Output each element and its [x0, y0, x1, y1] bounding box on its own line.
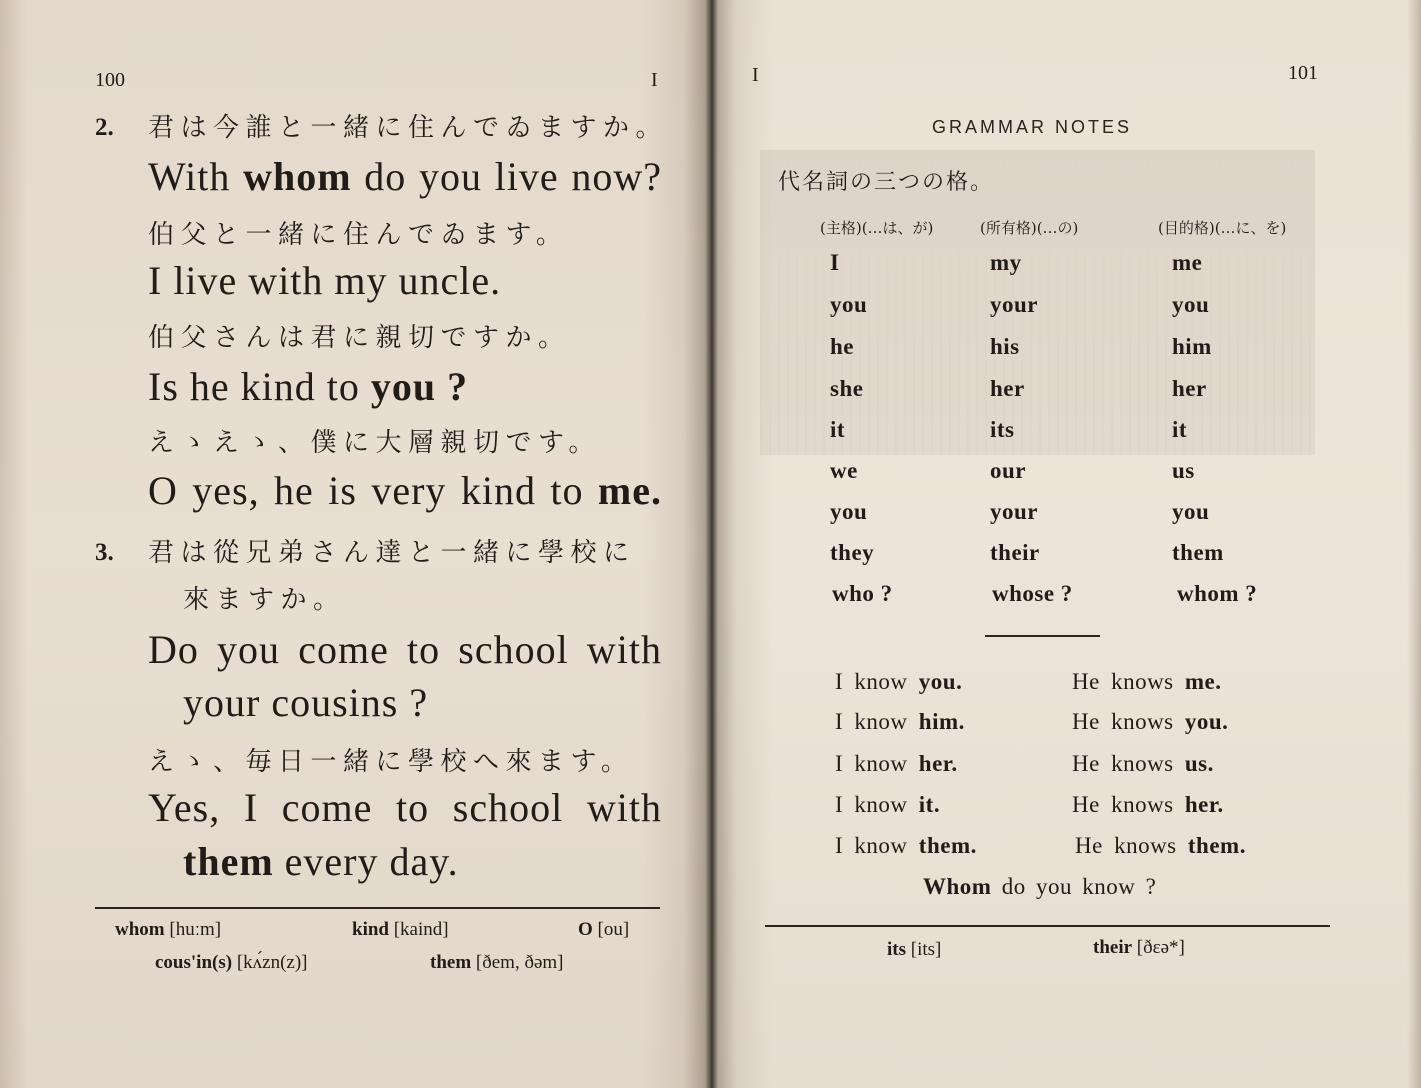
chapter-mark: I — [752, 64, 759, 86]
example-left — [835, 750, 1072, 778]
possessive: its — [990, 417, 1015, 442]
vocab-pronunciation: [huːm] — [169, 919, 222, 940]
bold-word: it. — [918, 792, 941, 817]
objective: you — [1172, 499, 1210, 524]
possessive-header: (所有格)(…の) — [980, 219, 1079, 237]
japanese-line: えゝ、毎日一緒に學校へ來ます。 — [148, 747, 634, 777]
possessive: their — [990, 540, 1040, 565]
vocab-word: O — [578, 919, 593, 940]
bold-word: Whom — [923, 874, 992, 899]
vocab-entry — [352, 919, 449, 941]
bold-word: you ? — [370, 364, 469, 409]
japanese-line: 君は今誰と一緒に住んでゐますか。 — [148, 113, 669, 143]
vocab-entry — [430, 952, 563, 974]
objective: me — [1172, 250, 1203, 275]
vocab-entry — [1093, 937, 1185, 959]
vocab-word: their — [1093, 937, 1133, 958]
objective-header: (目的格)(…に、を) — [1158, 219, 1287, 237]
vocab-entry — [578, 919, 629, 941]
footnote-rule — [765, 925, 1330, 927]
nominative: they — [830, 540, 875, 565]
example-right — [1072, 791, 1224, 819]
bold-word: her. — [918, 751, 958, 776]
vocab-word: them — [430, 952, 472, 973]
line-text: He knows — [1072, 792, 1185, 817]
japanese-line: 來ますか。 — [183, 585, 346, 615]
nominative: who ? — [832, 581, 893, 606]
pronoun-row — [830, 457, 1195, 485]
line-text: Is he kind to — [148, 364, 371, 409]
objective: us — [1172, 458, 1195, 483]
english-line — [148, 363, 468, 411]
pronoun-row — [830, 416, 1187, 444]
bold-word: whom — [243, 154, 352, 199]
pronoun-row — [830, 375, 1207, 403]
line-text: He knows — [1072, 751, 1185, 776]
example-row — [835, 791, 1224, 819]
example-left — [835, 791, 1072, 819]
bold-word: me. — [1184, 669, 1222, 694]
nominative: you — [830, 499, 868, 524]
vocab-word: kind — [352, 919, 389, 940]
english-line — [148, 626, 662, 674]
vocab-pronunciation: [kʌ́zn(z)] — [236, 952, 308, 973]
pronoun-row — [830, 498, 1209, 526]
summary-question — [923, 873, 1156, 901]
chapter-mark: I — [651, 69, 658, 91]
possessive: his — [990, 334, 1020, 359]
vocab-word: whom — [115, 919, 165, 940]
vocab-entry — [155, 952, 308, 974]
vocab-word: its — [887, 939, 906, 960]
example-left — [835, 708, 1072, 736]
vocab-pronunciation: [ðɛə*] — [1136, 937, 1185, 958]
nominative: you — [830, 292, 868, 317]
possessive: your — [990, 292, 1038, 317]
possessive: whose ? — [992, 581, 1073, 606]
example-row — [835, 750, 1214, 778]
bold-word: them. — [1187, 833, 1246, 858]
case-header-row — [820, 219, 1286, 237]
line-text: do you know ? — [991, 874, 1157, 899]
bold-word: you. — [918, 669, 963, 694]
bold-word: us. — [1184, 751, 1214, 776]
example-row — [835, 668, 1222, 696]
example-row — [835, 708, 1228, 736]
objective: it — [1172, 417, 1188, 442]
pronoun-row — [830, 333, 1212, 361]
vocab-pronunciation: [ou] — [597, 919, 630, 940]
objective: them — [1172, 540, 1224, 565]
example-row — [835, 832, 1246, 860]
vocab-word: cous'in(s) — [155, 952, 233, 973]
section-title: GRAMMAR NOTES — [932, 117, 1133, 137]
vocab-pronunciation: [ðem, ðəm] — [475, 952, 564, 973]
bold-word: you. — [1184, 709, 1229, 734]
page-number: 100 — [95, 69, 125, 91]
line-text: I know — [835, 833, 919, 858]
right-page — [712, 0, 1421, 1088]
pronoun-row — [830, 539, 1224, 567]
example-right — [1072, 708, 1228, 736]
line-text: Yes, I come to school with — [148, 785, 662, 830]
example-left — [835, 832, 1075, 860]
english-line — [148, 784, 662, 832]
exercise-number: 3. — [95, 539, 114, 566]
example-right — [1072, 668, 1222, 696]
pronoun-row — [830, 249, 1202, 277]
possessive: your — [990, 499, 1038, 524]
english-line — [148, 153, 662, 201]
exercise-number: 2. — [95, 114, 114, 141]
bold-word: them. — [918, 833, 977, 858]
pronoun-row — [832, 580, 1257, 608]
footnote-rule — [95, 907, 660, 909]
line-text: With — [148, 154, 244, 199]
nominative: he — [830, 334, 854, 359]
nominative: I — [830, 250, 840, 275]
table-title: 代名詞の三つの格。 — [778, 170, 995, 195]
objective: her — [1172, 376, 1207, 401]
pronoun-row — [830, 291, 1209, 319]
page-number: 101 — [1288, 62, 1318, 84]
example-right — [1075, 832, 1246, 860]
line-text: I know — [835, 792, 919, 817]
japanese-line: 君は從兄弟さん達と一緒に學校に — [148, 538, 636, 568]
japanese-line: えゝえゝ、僕に大層親切です。 — [148, 428, 601, 458]
section-divider — [985, 635, 1100, 637]
line-text: He knows — [1072, 709, 1185, 734]
nominative: it — [830, 417, 846, 442]
line-text: O yes, he is very kind to — [148, 468, 598, 513]
possessive: her — [990, 376, 1025, 401]
vocab-pronunciation: [its] — [910, 939, 942, 960]
possessive: my — [990, 250, 1022, 275]
nominative-header: (主格)(…は、が) — [820, 219, 934, 237]
bold-word: them — [183, 839, 274, 884]
example-right — [1072, 750, 1214, 778]
english-line — [148, 257, 501, 305]
objective: whom ? — [1177, 581, 1258, 606]
objective: you — [1172, 292, 1210, 317]
line-text: He knows — [1072, 669, 1185, 694]
nominative: we — [830, 458, 858, 483]
bold-word: her. — [1184, 792, 1224, 817]
vocab-pronunciation: [kaind] — [393, 919, 449, 940]
example-left — [835, 668, 1072, 696]
bold-word: him. — [918, 709, 965, 734]
line-text: I know — [835, 709, 919, 734]
line-text: He knows — [1075, 833, 1188, 858]
line-text: I know — [835, 751, 919, 776]
line-text: your cousins ? — [183, 680, 429, 725]
vocab-entry — [115, 919, 221, 941]
bold-word: me. — [597, 468, 662, 513]
vocab-entry — [887, 939, 941, 961]
japanese-line: 伯父と一緒に住んでゐます。 — [148, 220, 569, 250]
nominative: she — [830, 376, 864, 401]
line-text: do you live now? — [351, 154, 662, 199]
japanese-line: 伯父さんは君に親切ですか。 — [148, 323, 571, 353]
line-text: every day. — [273, 839, 459, 884]
line-text: I know — [835, 669, 919, 694]
english-line — [183, 679, 428, 727]
possessive: our — [990, 458, 1026, 483]
line-text: Do you come to school with — [148, 627, 662, 672]
english-line — [148, 467, 662, 515]
line-text: I live with my uncle. — [148, 258, 502, 303]
objective: him — [1172, 334, 1212, 359]
english-line — [183, 838, 459, 886]
